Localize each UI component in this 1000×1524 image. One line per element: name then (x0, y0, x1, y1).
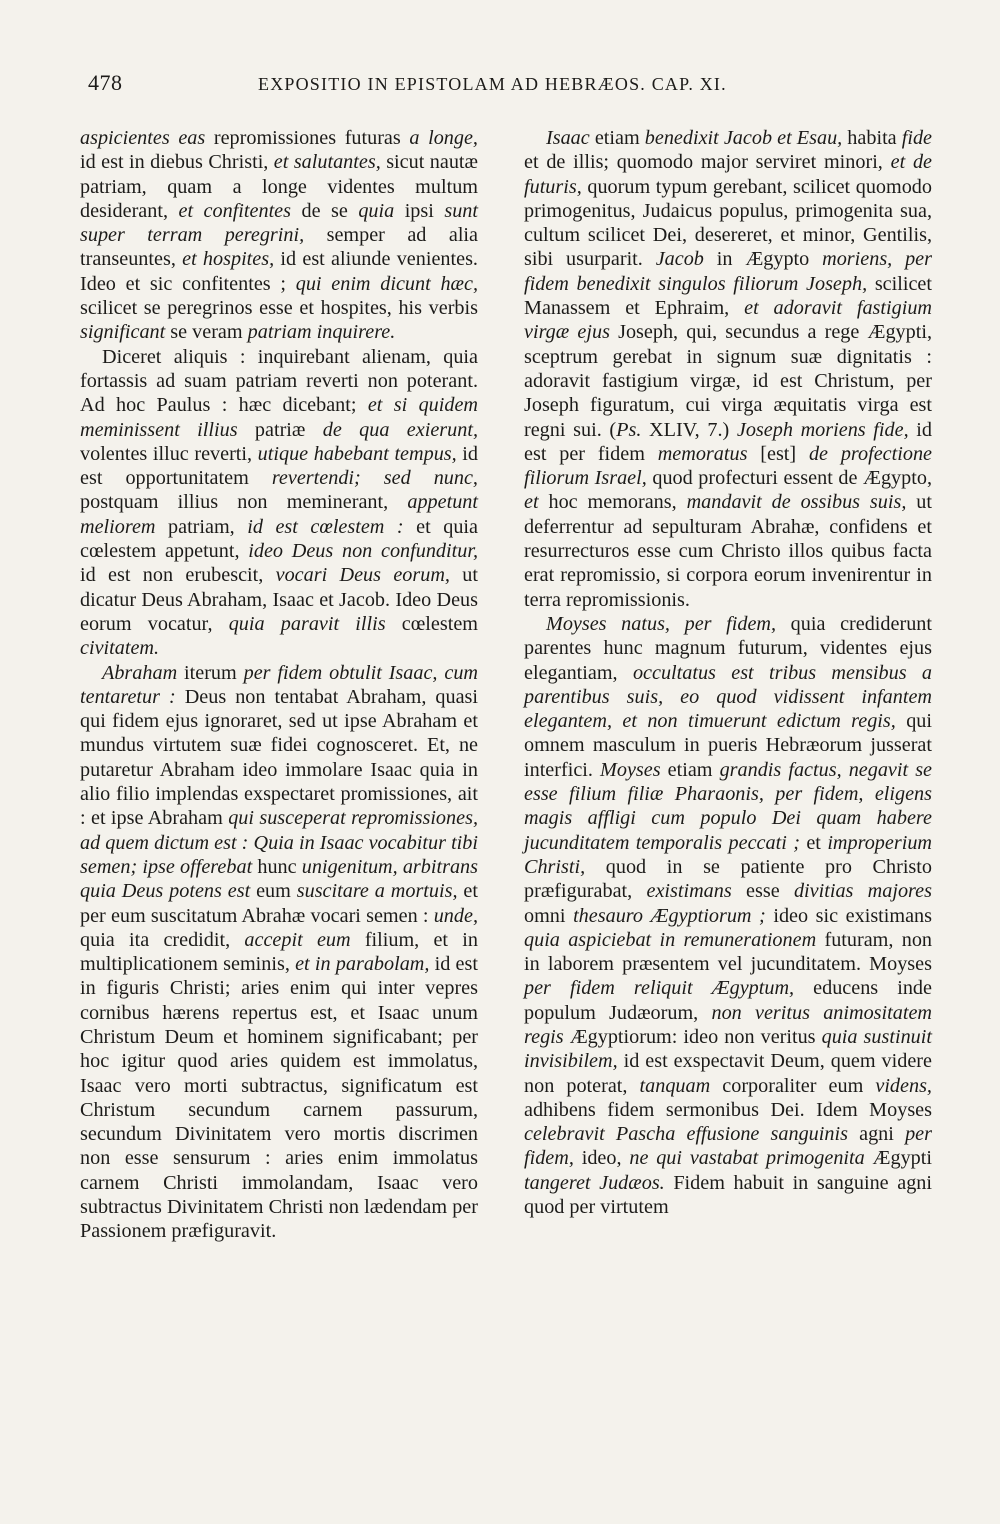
italic-run: benedixit Jacob et Esau, (644, 127, 843, 149)
text-run: volentes illuc reverti, (80, 442, 258, 465)
italic-run: per fidem reliquit Ægyptum, (524, 977, 795, 1000)
italic-run: aspicientes eas (80, 127, 206, 149)
italic-run: unigenitum, arbitrans quia Deus potens est (80, 855, 478, 903)
italic-run: quia aspiciebat in remunerationem (524, 928, 817, 951)
italic-run: qui enim dicunt hæc, (295, 272, 479, 295)
text-run: quorum typum gerebant, scilicet quomodo primogenitus, Judaicus populus, primogenita sua, cultum scilicet Dei, desereret, et minor, Gentilis, sibi usurparit. (524, 175, 932, 271)
text-run: quod profecturi essent de Ægypto, (646, 467, 932, 490)
text-run: eum (250, 880, 297, 903)
italic-run: et adoravit fastigium virgæ ejus (524, 297, 932, 344)
italic-run: unde, (433, 904, 478, 927)
italic-run: civitatem. (80, 637, 160, 660)
italic-run: videns, (875, 1074, 932, 1097)
italic-run: Jacob (655, 248, 704, 271)
text-run: ideo sic existimans (765, 904, 933, 927)
paragraph (524, 612, 932, 1219)
text-run: habita (842, 127, 902, 149)
text-run: omni (524, 904, 574, 927)
text-run: scilicet se peregrinos esse et hospites, his verbis (80, 297, 478, 320)
text-run: XLIV, 7.) (641, 418, 737, 441)
text-run: id est in figuris Christi; aries enim qui inter vepres cornibus hærens repertus est, et Isaac unum Christum Deum et hominem significabant; per hoc igitur quod aries quidem est immolatus, Isaac vero morti subtractus, significatum est Christum secundum carnem passurum, secundum Divinitatem vero mortis discrimen non esse sensurum : aries enim immolatus carnem Christi immolandam, Isaac vero subtractus Divinitatem Christi non lædendam per Passionem præfiguravit. (80, 953, 478, 1243)
italic-run: et salutantes, (273, 151, 381, 174)
text-run: filium, et in multiplicationem seminis, (80, 928, 478, 976)
italic-run: improperium Christi, (524, 831, 932, 878)
italic-run: patriam inquirere. (247, 321, 396, 344)
text-run: corporaliter eum (710, 1074, 876, 1097)
running-title: EXPOSITIO IN EPISTOLAM AD HEBRÆOS. CAP. XI. (258, 74, 727, 94)
text-run: educens inde populum Judæorum, (524, 977, 932, 1024)
text-run: hunc (252, 855, 302, 878)
text-run: quia crediderunt parentes hunc magnum futurum, videntes ejus elegantiam, (524, 612, 932, 684)
italic-run: accepit eum (244, 928, 351, 951)
italic-run: existimans (646, 880, 732, 903)
text-run: postquam illius non meminerant, (80, 491, 408, 514)
text-run: esse (731, 880, 794, 903)
italic-run: moriens, per fidem benedixit singulos filiorum Joseph, (524, 248, 932, 295)
italic-run: quia sustinuit invisibilem, (524, 1025, 932, 1073)
italic-run: sunt super terram peregrini, (80, 199, 479, 247)
text-run: et de illis; quomodo major serviret minori, (524, 151, 891, 174)
text-run: et per eum suscitatum Abrahæ vocari semen : (80, 880, 478, 927)
italic-run: occultatus est tribus mensibus a parentibus suis, eo quod vidissent infantem elegantem, et non timuerunt edictum regis, (524, 661, 932, 733)
text-run: Diceret aliquis : inquirebant alienam, quia fortassis ad suam patriam reverti non poterant. Ad hoc Paulus : hæc dicebant; (80, 345, 478, 417)
italic-run: et si quidem meminissent illius (80, 394, 478, 441)
page-number: 478 (88, 70, 123, 95)
italic-run: Moyses (600, 758, 661, 781)
paragraph (80, 661, 478, 1244)
text-run: id est per fidem (524, 418, 932, 465)
text-run: scilicet Manassem et Ephraim, (524, 272, 932, 320)
text-run: Joseph, qui, secundus a rege Ægypti, sceptrum gerebat in signum suæ dignitatis : adoravit fastigium virgæ, id est Christum, per Joseph figuratum, cui virga æquitatis virga est regni sui. ( (524, 321, 932, 441)
italic-run: et de futuris, (524, 151, 932, 198)
italic-run: ideo Deus non confunditur, (248, 540, 478, 563)
italic-run: de qua exierunt, (322, 418, 478, 441)
text-run: adhibens fidem sermonibus Dei. Idem Moyses (524, 1098, 932, 1121)
text-run: Ægypti (864, 1147, 932, 1170)
italic-run: appetunt meliorem (80, 491, 478, 538)
text-run: [est] (747, 442, 809, 465)
italic-run: quia paravit illis (228, 612, 386, 635)
italic-run: per fidem obtulit Isaac, cum tentaretur : (80, 661, 478, 708)
text-run: id est non erubescit, (80, 564, 276, 587)
text-run: et quia cœlestem appetunt, (80, 515, 478, 563)
left-column (80, 126, 478, 1244)
text-run: repromissiones futuras (205, 127, 410, 149)
italic-run: suscitare a mortuis, (296, 880, 458, 903)
italic-run: per fidem, (524, 1123, 932, 1170)
italic-run: id est cœlestem : (247, 515, 404, 538)
italic-run: tangeret Judæos. (524, 1171, 665, 1194)
text-run: et (799, 831, 828, 854)
text-run: etiam (660, 758, 720, 781)
italic-run: Joseph moriens fide, (736, 418, 909, 441)
italic-run: qui susceperat repromissiones, ad quem dictum est : Quia in Isaac vocabitur tibi semen; ipse offerebat (80, 807, 478, 878)
text-run: iterum (177, 661, 244, 684)
text-run: Ægyptiorum: ideo non veritus (563, 1025, 822, 1048)
text-run: qui omnem masculum in pueris Hebræorum jusserat interfici. (524, 710, 933, 781)
italic-run: Moyses natus, per fidem, (546, 612, 777, 635)
italic-run: grandis factus, negavit se esse filium filiæ Pharaonis, per fidem, eligens magis affligi cum populo Dei quam habere jucunditatem temporalis peccati ; (524, 758, 933, 854)
text-run: de se (291, 199, 359, 222)
italic-run: utique habebant tempus, (257, 442, 457, 465)
italic-run: ne qui vastabat primogenita (629, 1147, 865, 1170)
italic-run: Abraham (102, 661, 178, 684)
text-run: sicut nautæ patriam, quam a longe videntes multum desiderant, (80, 151, 478, 222)
italic-run: memoratus (657, 442, 748, 465)
text-run: in Ægypto (703, 248, 823, 271)
italic-run: fide (901, 127, 933, 149)
right-column (524, 126, 932, 1219)
text-run: Deus non tentabat Abraham, quasi qui fidem ejus ignoraret, sed ut ipse Abraham et mundus virtutem suæ fidei cognosceret. Et, ne putaretur Abraham ideo immolare Isaac quia in alio filio implendas exspectaret promissiones, ait : et ipse Abraham (80, 685, 479, 830)
text-run: id est in diebus Christi, (80, 151, 274, 174)
italic-run: a longe, (409, 127, 478, 149)
italic-run: quia (358, 199, 395, 222)
text-run: ipsi (394, 199, 445, 222)
italic-run: et hospites, (182, 248, 275, 271)
text-run: quia ita credidit, (80, 928, 245, 951)
text-run: id est exspectavit Deum, quem videre non poterat, (524, 1050, 932, 1097)
italic-run: non veritus animositatem regis (524, 1001, 932, 1048)
text-run: ut dicatur Deus Abraham, Isaac et Jacob. Ideo Deus eorum vocatur, (80, 564, 478, 635)
paragraph (80, 345, 478, 661)
italic-run: Isaac (546, 127, 590, 149)
text-run: id est opportunitatem (80, 442, 478, 490)
paragraph (524, 126, 932, 612)
text-run: quod in se patiente pro Christo præfigurabat, (524, 855, 932, 903)
text-run: futuram, non in laborem præsentem vel jucunditatem. Moyses (524, 928, 933, 976)
text-run: Fidem habuit in sanguine agni quod per virtutem (524, 1171, 932, 1219)
italic-run: tanquam (639, 1074, 711, 1097)
text-run: etiam (589, 127, 645, 149)
italic-run: thesauro Ægyptiorum ; (573, 904, 766, 927)
text-run: ut deferrentur ad sepulturam Abrahæ, confidens et resurrecturos esse cum Christo illos quibus facta erat repromissio, si corpora eorum invenirentur in terra repromissionis. (524, 491, 932, 611)
italic-run: et in parabolam, (295, 953, 430, 976)
italic-run: de profectione filiorum Israel, (524, 442, 933, 490)
paragraph (80, 126, 478, 345)
italic-run: mandavit de ossibus suis, (686, 491, 907, 514)
italic-run: divitias majores (793, 880, 932, 903)
italic-run: celebravit Pascha effusione sanguinis (524, 1123, 848, 1146)
text-run: patriam, (155, 515, 248, 538)
italic-run: vocari Deus eorum, (275, 564, 450, 587)
text-run: se veram (165, 321, 248, 344)
text-run: id est aliunde venientes. Ideo et sic confitentes ; (80, 248, 478, 295)
italic-run: Ps. (616, 418, 642, 441)
text-run: cœlestem (385, 612, 478, 635)
text-run: hoc memorans, (538, 491, 687, 514)
italic-run: significant (80, 321, 166, 344)
italic-run: et confitentes (178, 199, 292, 222)
italic-run: et (524, 491, 539, 514)
text-run: patriæ (237, 418, 323, 441)
text-run: semper ad alia transeuntes, (80, 224, 478, 271)
text-run: ideo, (573, 1147, 630, 1170)
text-run: agni (847, 1123, 906, 1146)
italic-run: revertendi; sed nunc, (271, 467, 478, 490)
